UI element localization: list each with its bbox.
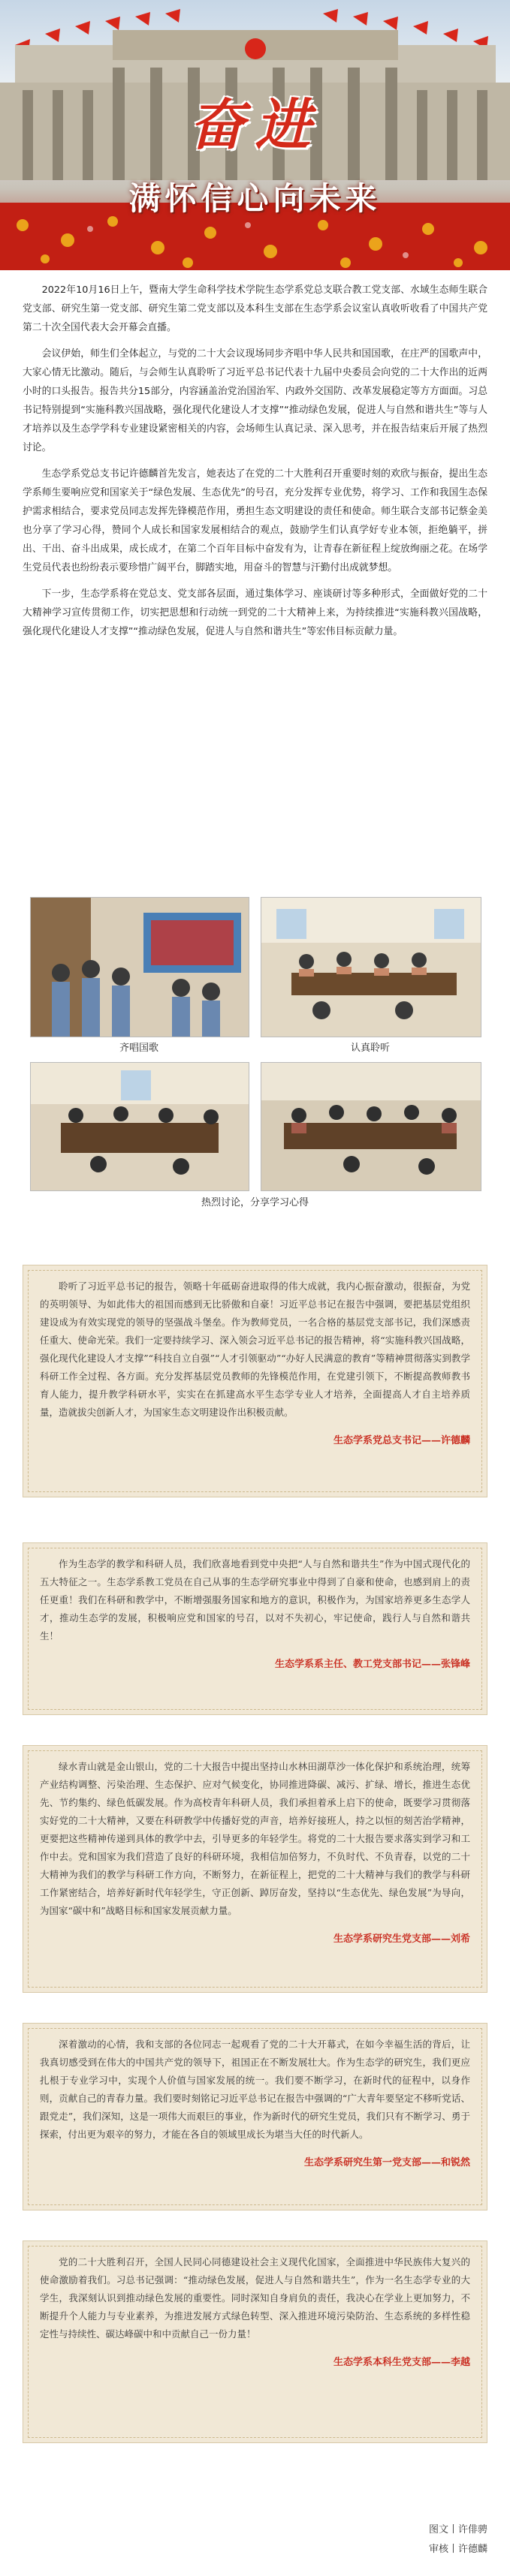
article-paragraph: 会议伊始，师生们全体起立，与党的二十大会议现场同步齐唱中华人民共和国国歌，在庄严的国歌声中，大家心情无比激动。随后，与会师生认真聆听了习近平总书记代表十九届中央委员会向党的二十大作出的近两小时的口头报告。报告共分15部分，内容涵盖治党治国治军、内政外交国防、改革发展稳定等方方面面。习总书记特别提到“实施科教兴国战略，强化现代化建设人才支撑”“推动绿色发展，促进人与自然和谐共生”等与人才培养以及生态学学科专业建设紧密相关的内容，会场师生认真记录、深入思考，并在报告结束后开展了热烈讨论。 [23, 348, 487, 453]
quote-text: 绿水青山就是金山银山，党的二十大报告中提出坚持山水林田湖草沙一体化保护和系统治理，统筹产业结构调整、污染治理、生态保护、应对气候变化，协同推进降碳、减污、扩绿、增长，推进生态优先、节约集约、绿色低碳发展。作为高校青年科研人员，我们承担着承上启下的使命，既要学习贯彻落实好党的二十大精神，又要在科研教学中传播好党的声音，培养好接班人，持之以恒的刻苦治学精神，更要把这些精神传递到具体的教学中去，引导更多的年轻学生。将党的二十大报告要求落实到学习和工作中去。党和国家为我们营造了良好的科研环境，我相信加倍努力，不负时代、不负青春，以党的二十大精神为我们的教学与科研工作方向，不断努力，在新征程上，把党的二十大精神与我们的教学与科研工作紧密结合，培养好新时代年轻学生，守正创新、踔厉奋发，坚持以“生态优先、绿色发展”为导向，为国家“碳中和”战略目标和国家发展贡献力量。 [40, 1761, 470, 1916]
header-banner [0, 0, 510, 270]
photo-discussion-1 [30, 1062, 249, 1191]
quote-signature: 生态学系研究生党支部——刘希 [333, 1934, 470, 1945]
quote-text: 聆听了习近平总书记的报告，领略十年砥砺奋进取得的伟大成就，我内心振奋激动，很振奋，为党的英明领导、为如此伟大的祖国而感到无比骄傲和自豪！习近平总书记在报告中强调，要把基层党组织建设成为有效实现党的领导的坚强战斗堡垒。作为教师党员，一名合格的基层党支部书记，我们深感责任重大、使命光荣。我们一定要持续学习、深入领会习近平总书记的报告精神，将“实施科教兴国战略，强化现代化建设人才支撑”“科技自立自强”“人才引领驱动”“办好人民满意的教育”等精神贯彻落实到教学科研工作全过程、各方面。充分发挥基层党员教师的先锋模范作用，在党建引领下，不断提高教师教书育人能力，提升教学科研水平，实实在在抓建高水平生态学专业人才培养，全面提高人才自主培养质量，造就拔尖创新人才，为国家生态文明建设作出积极贡献。 [40, 1280, 470, 1418]
article-paragraph: 下一步，生态学系将在党总支、党支部各层面，通过集体学习、座谈研讨等多种形式，全面做好党的二十大精神学习宣传贯彻工作，切实把思想和行动统一到党的二十大精神上来，为持续推进“实施科教兴国战略，强化现代化建设人才支撑”“推动绿色发展，促进人与自然和谐共生”等宏伟目标贡献力量。 [23, 588, 487, 637]
quote-signature: 生态学系党总支书记——许德麟 [333, 1435, 470, 1446]
article-body [0, 270, 510, 641]
article-paragraph: 2022年10月16日上午，暨南大学生命科学技术学院生态学系党总支联合教工党支部、水域生态师生联合党支部、研究生第一党支部、研究生第二党支部以及本科生支部在生态学系会议室认真收听收看了中国共产党第二十次全国代表大会开幕会直播。 [23, 284, 487, 333]
credits [429, 2520, 487, 2559]
banner-subtitle: 满怀信心向未来 [128, 180, 382, 217]
banner-title: 奋进 [189, 93, 321, 158]
photo-caption: 认真聆听 [350, 1043, 390, 1054]
quote-signature: 生态学系本科生党支部——李越 [333, 2357, 470, 2368]
quote-text: 党的二十大胜利召开，全国人民同心同德建设社会主义现代化国家，全面推进中华民族伟大复兴的使命激励着我们。习总书记强调：“推动绿色发展，促进人与自然和谐共生”，作为一名生态学专业的大学生，我深刻认识到推动绿色发展的重要性。同时深知自身肩负的责任，我决心在学业上更加努力，不断提升个人能力与专业素养，为推进发展方式绿色转型、深入推进环境污染防治、生态系统的多样性稳定性与持续性、碳达峰碳中和中贡献自己一份力量！ [40, 2256, 470, 2340]
quote-box-4 [23, 2023, 487, 2210]
article-paragraph: 生态学系党总支书记许德麟首先发言，她表达了在党的二十大胜利召开重要时刻的欢欣与振奋，提出生态学系师生要响应党和国家关于“绿色发展、生态优先”的号召，充分发挥专业优势，将学习、工作和我国生态保护需求相结合，要求党员同志发挥先锋模范作用，勇担生态文明建设的责任和使命。师生联合支部书记蔡金美也分享了学习心得，赞同个人成长和国家发展相结合的观点，鼓励学生们认真学好专业本领，拒绝躺平，拼出、干出、奋斗出成果，成长成才，在第二个百年目标中奋发有为，让青春在新征程上绽放绚丽之花。在场学生党员代表也纷纷表示要珍惜广阔平台，脚踏实地，用奋斗的智慧与汗勤付出成就梦想。 [23, 468, 487, 573]
quote-box-2 [23, 1542, 487, 1715]
credit-author: 图文丨许俳骋 [428, 2524, 487, 2535]
photo-listening [261, 897, 481, 1037]
national-emblem-icon [245, 38, 266, 59]
quote-signature: 生态学系系主任、教工党支部书记——张锋峰 [274, 1659, 470, 1670]
photo-discussion-2 [261, 1062, 481, 1191]
photo-singing-anthem [30, 897, 249, 1037]
quote-box-1 [23, 1265, 487, 1497]
quote-text: 深着激动的心情，我和支部的各位同志一起观看了党的二十大开幕式，在如今幸福生活的背后，让我真切感受到在伟大的中国共产党的领导下，祖国正在不断发展壮大。作为生态学的研究生，我们更应扎根于专业学习中，实现个人价值与国家发展的统一。我们要不断学习，在新时代的征程中，以身作则，贡献自己的青春力量。我们要时刻铭记习近平总书记在报告中强调的“广大青年要坚定不移听党话、跟党走”，我们深知，这是一项伟大而艰巨的事业，作为新时代的研究生党员，我们只有不断学习、勇于探索，付出更为艰辛的努力，才能在各自的领域里成长为堪当大任的时代新人。 [40, 2039, 470, 2140]
quote-text: 作为生态学的教学和科研人员，我们欣喜地看到党中央把“人与自然和谐共生”作为中国式现代化的五大特征之一。生态学系教工党员在自己从事的生态学研究事业中得到了自豪和使命，也感到肩上的责任更重！我们在科研和教学中，不断增强服务国家和地方的意识，积极作为，为国家培养更多生态学人才，推动生态学的发展，积极响应党和国家的号召，以对不失初心，牢记使命，践行人与自然和谐共生！ [40, 1558, 470, 1642]
quote-signature: 生态学系研究生第一党支部——和锐然 [303, 2157, 470, 2168]
credit-reviewer: 审核丨许德麟 [428, 2544, 487, 2555]
photo-gallery [0, 897, 510, 1212]
quote-box-5 [23, 2240, 487, 2443]
photo-caption: 热烈讨论，分享学习心得 [201, 1197, 309, 1208]
quote-box-3 [23, 1745, 487, 1993]
photo-caption: 齐唱国歌 [119, 1043, 158, 1054]
